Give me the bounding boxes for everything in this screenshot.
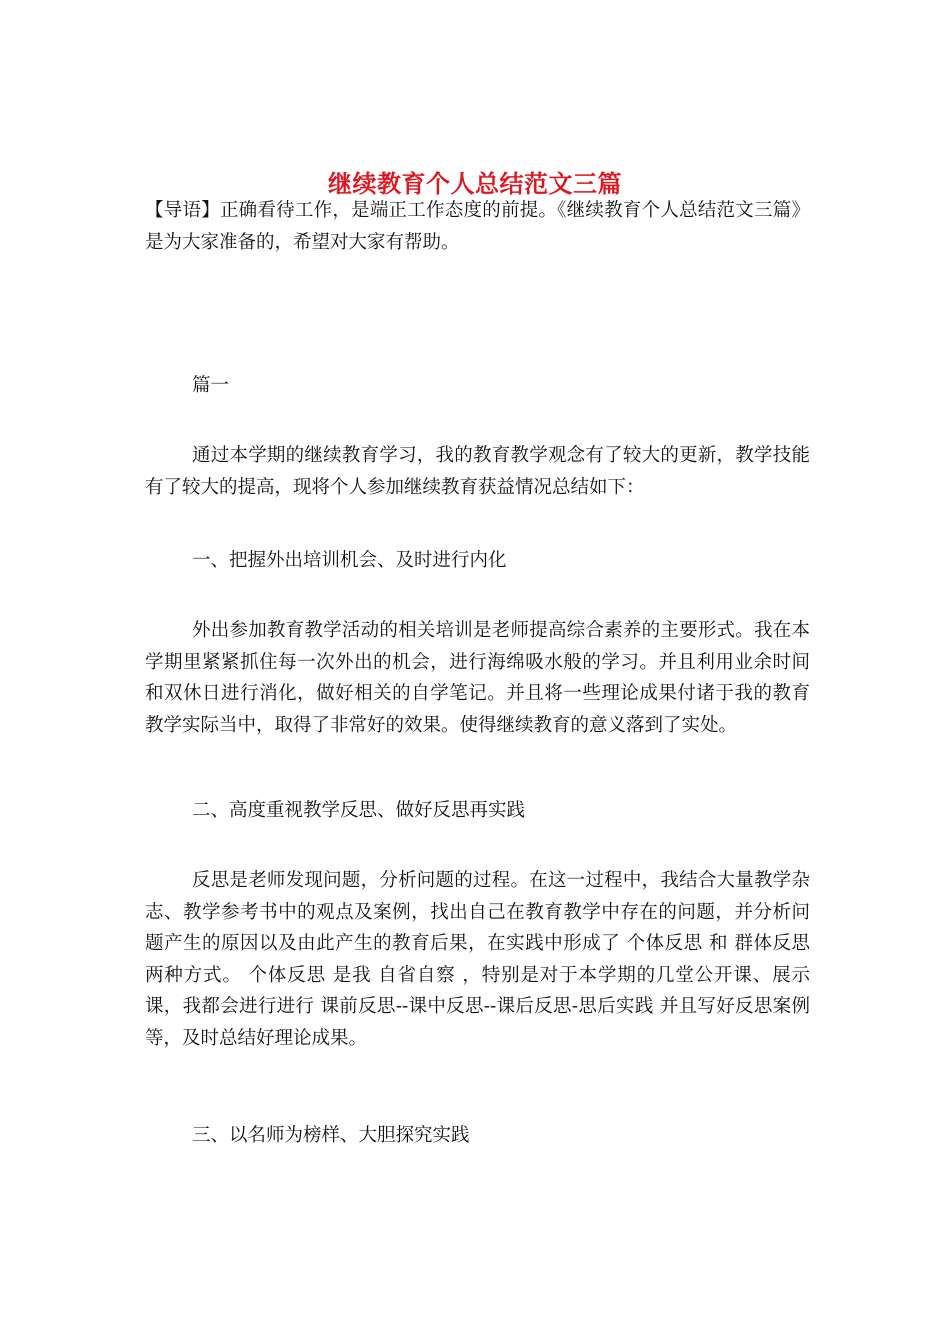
section-heading: 一、把握外出培训机会、及时进行内化 bbox=[192, 550, 507, 571]
document-title: 继续教育个人总结范文三篇 bbox=[328, 169, 622, 199]
section-heading: 三、以名师为榜样、大胆探究实践 bbox=[192, 1125, 470, 1146]
section-heading: 二、高度重视教学反思、做好反思再实践 bbox=[192, 800, 526, 821]
body-paragraph: 外出参加教育教学活动的相关培训是老师提高综合素养的主要形式。我在本学期里紧紧抓住每一次外出的机会，进行海绵吸水般的学习。并且利用业余时间和双休日进行消化，做好相关的自学笔记。并且将一些理论成果付诸于我的教育教学实际当中，取得了非常好的效果。使得继续教育的意义落到了实处。 bbox=[145, 620, 810, 736]
intro-paragraph: 【导语】正确看待工作，是端正工作态度的前提。《继续教育个人总结范文三篇》是为大家准备的，希望对大家有帮助。 bbox=[145, 200, 810, 253]
section-label: 篇一 bbox=[192, 375, 230, 396]
body-paragraph: 通过本学期的继续教育学习，我的教育教学观念有了较大的更新，教学技能有了较大的提高，现将个人参加继续教育获益情况总结如下： bbox=[145, 445, 810, 498]
body-paragraph: 反思是老师发现问题，分析问题的过程。在这一过程中，我结合大量教学杂志、教学参考书中的观点及案例，找出自己在教育教学中存在的问题，并分析问题产生的原因以及由此产生的教育后果，在实践中形成了 个体反思 和 群体反思 两种方式。 个体反思 是我 自省自察 ，特别是对于本学期的几堂公开课、展示课，我都会进行进行 课前反思--课中反思--课后反思-思后实践 并且写好反思案例等，及时总结好理论成果。 bbox=[145, 870, 810, 1049]
